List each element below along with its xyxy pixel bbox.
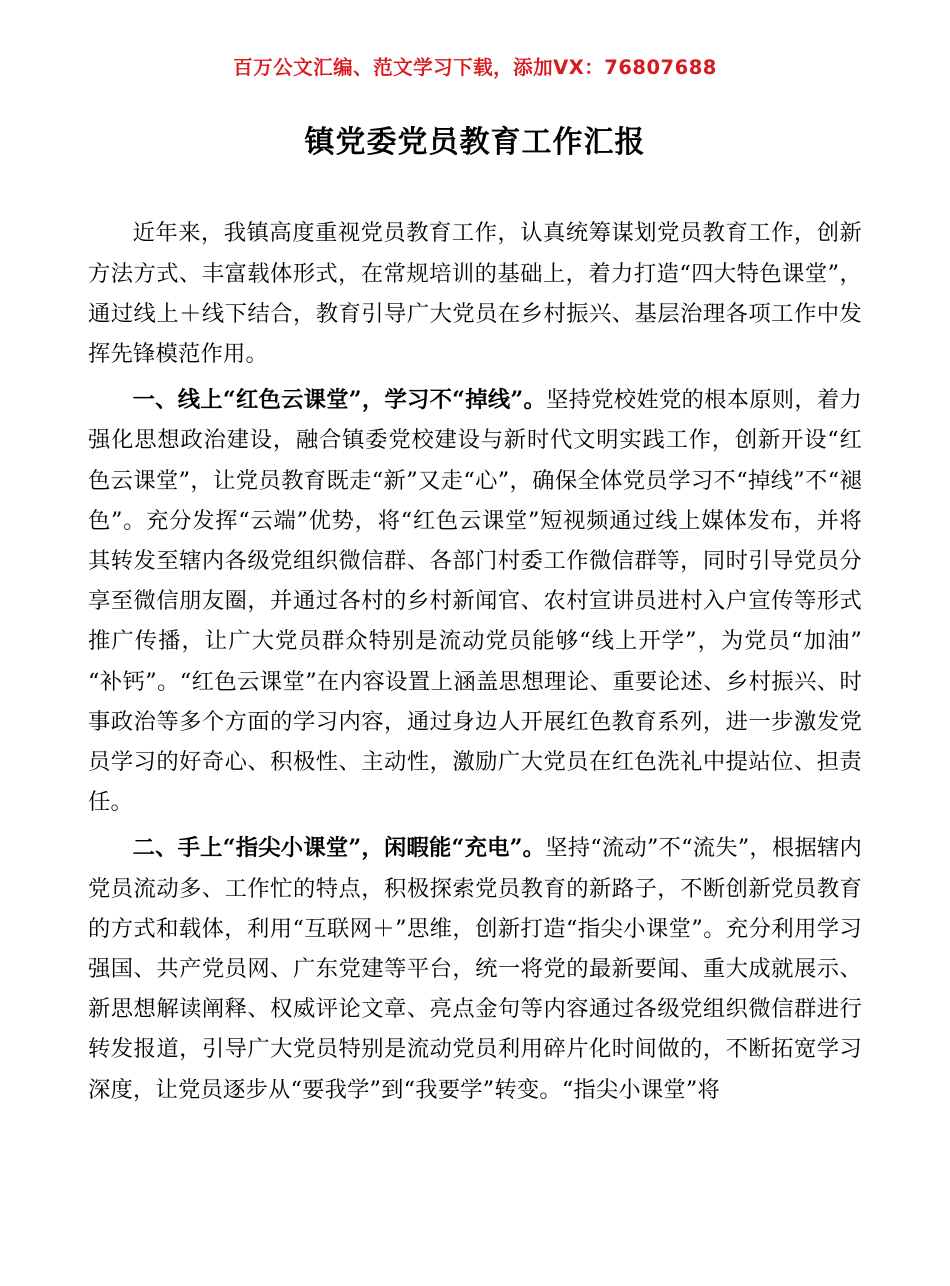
paragraph-section-two xyxy=(88,828,862,1109)
document-body xyxy=(88,213,862,1109)
paragraph-text: 近年来，我镇高度重视党员教育工作，认真统筹谋划党员教育工作，创新方法方式、丰富载体形式，在常规培训的基础上，着力打造“四大特色课堂”，通过线上＋线下结合，教育引导广大党员在乡村振兴、基层治理各项工作中发挥先锋模范作用。 xyxy=(88,220,862,367)
paragraph-section-one xyxy=(88,380,862,822)
paragraph-text: 坚持党校姓党的根本原则，着力强化思想政治建设，融合镇委党校建设与新时代文明实践工作，创新开设“红色云课堂”，让党员教育既走“新”又走“心”，确保全体党员学习不“掉线”不“褪色”。充分发挥“云端”优势，将“红色云课堂”短视频通过线上媒体发布，并将其转发至辖内各级党组织微信群、各部门村委工作微信群等，同时引导党员分享至微信朋友圈，并通过各村的乡村新闻官、农村宣讲员进村入户宣传等形式推广传播，让广大党员群众特别是流动党员能够“线上开学”，为党员“加油”“补钙”。“红色云课堂”在内容设置上涵盖思想理论、重要论述、乡村振兴、时事政治等多个方面的学习内容，通过身边人开展红色教育系列，进一步激发党员学习的好奇心、积极性、主动性，激励广大党员在红色洗礼中提站位、担责任。 xyxy=(88,387,862,816)
paragraph-intro xyxy=(88,213,862,374)
paragraph-lead: 二、手上“指尖小课堂”，闲暇能“充电”。 xyxy=(132,835,546,862)
paragraph-lead: 一、线上“红色云课堂”，学习不“掉线”。 xyxy=(132,387,547,414)
paragraph-text: 坚持“流动”不“流失”，根据辖内党员流动多、工作忙的特点，积极探索党员教育的新路子，不断创新党员教育的方式和载体，利用“互联网＋”思维，创新打造“指尖小课堂”。充分利用学习强国、共产党员网、广东党建等平台，统一将党的最新要闻、重大成就展示、新思想解读阐释、权威评论文章、亮点金句等内容通过各级党组织微信群进行转发报道，引导广大党员特别是流动党员利用碎片化时间做的，不断拓宽学习深度，让党员逐步从“要我学”到“我要学”转变。“指尖小课堂”将 xyxy=(88,835,862,1103)
promo-banner: 百万公文汇编、范文学习下载，添加VX：76807688 xyxy=(233,56,717,79)
page-title: 镇党委党员教育工作汇报 xyxy=(304,125,646,161)
document-page xyxy=(0,56,950,1286)
